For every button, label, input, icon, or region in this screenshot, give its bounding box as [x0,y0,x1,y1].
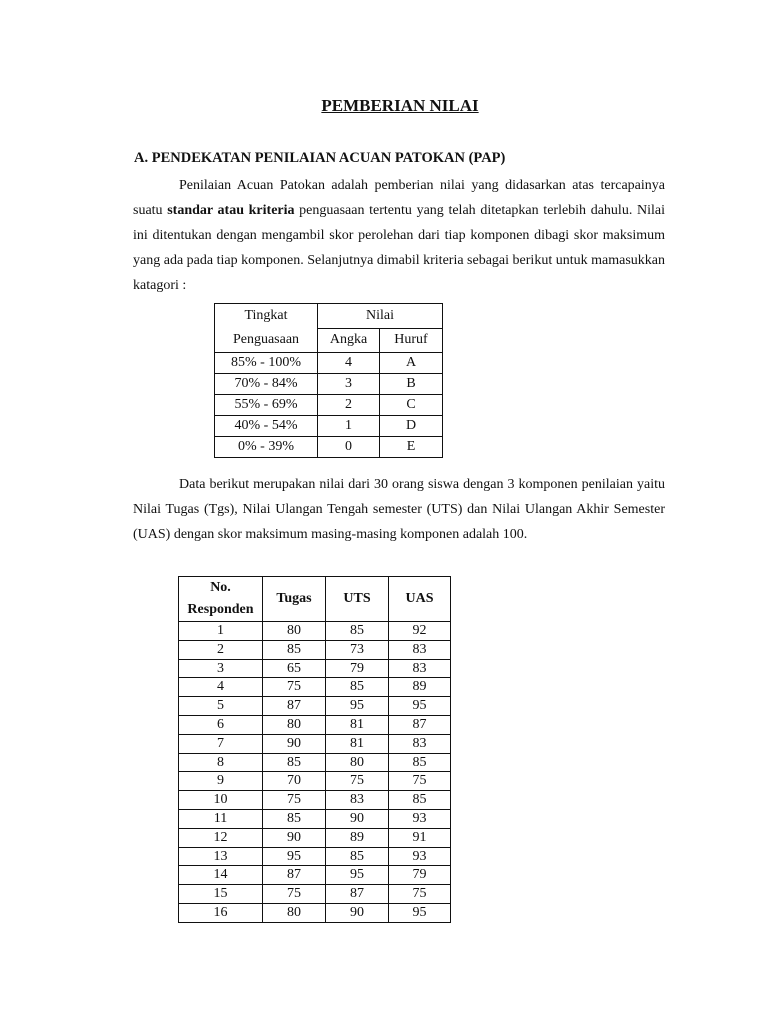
responden-no-cell: 5 [179,697,263,716]
tugas-cell: 75 [263,678,326,697]
responden-no-cell: 6 [179,715,263,734]
grade-huruf-cell: D [380,416,443,437]
tugas-cell: 65 [263,659,326,678]
responden-no-cell: 4 [179,678,263,697]
responden-no-cell: 13 [179,847,263,866]
score-row [179,753,451,772]
grade-criteria-table [214,303,443,458]
score-row [179,734,451,753]
tugas-cell: 80 [263,622,326,641]
grade-angka-cell: 3 [318,374,380,395]
score-row [179,828,451,847]
uas-cell: 75 [389,885,451,904]
uts-cell: 87 [326,885,389,904]
paragraph-text-before: Penilaian Acuan Patokan adalah pemberian nilai yang didasarkan atas tercapainya suatu [133,178,665,218]
grade-range-cell: 70% - 84% [215,374,318,395]
score-row [179,847,451,866]
tugas-cell: 87 [263,866,326,885]
grade-huruf-cell: E [380,437,443,458]
score-row [179,772,451,791]
uas-cell: 83 [389,659,451,678]
paragraph-pap-definition [133,173,665,298]
uts-cell: 80 [326,753,389,772]
grade-header-row-1 [215,304,443,329]
tugas-cell: 80 [263,903,326,922]
uas-cell: 95 [389,903,451,922]
uas-cell: 93 [389,847,451,866]
header-responden: Responden [187,602,254,617]
uts-cell: 85 [326,847,389,866]
paragraph-text: Data berikut merupakan nilai dari 30 orang siswa dengan 3 komponen penilaian yaitu Nilai Tugas (Tgs), Nilai Ulangan Tengah semester (UTS) dan Nilai Ulangan Akhir Semester (UAS) dengan skor maksimum masing-masing komponen adalah 100. [133,477,665,542]
responden-no-cell: 1 [179,622,263,641]
grade-huruf-cell: B [380,374,443,395]
uts-cell: 85 [326,622,389,641]
responden-no-cell: 11 [179,809,263,828]
score-header-row [179,577,451,622]
grade-huruf-cell: C [380,395,443,416]
grade-range-cell: 85% - 100% [215,353,318,374]
score-row [179,866,451,885]
score-row [179,678,451,697]
grade-angka-cell: 1 [318,416,380,437]
tugas-cell: 95 [263,847,326,866]
responden-no-cell: 15 [179,885,263,904]
uts-cell: 83 [326,791,389,810]
paragraph-data-description [133,472,665,547]
score-row [179,715,451,734]
uas-cell: 75 [389,772,451,791]
responden-no-cell: 3 [179,659,263,678]
uas-cell: 83 [389,640,451,659]
score-row [179,791,451,810]
tugas-cell: 70 [263,772,326,791]
uts-cell: 73 [326,640,389,659]
grade-huruf-cell: A [380,353,443,374]
header-uas: UAS [389,577,451,622]
responden-no-cell: 8 [179,753,263,772]
page-title: PEMBERIAN NILAI [321,96,479,115]
uts-cell: 90 [326,809,389,828]
tugas-cell: 90 [263,734,326,753]
responden-no-cell: 12 [179,828,263,847]
tugas-cell: 75 [263,791,326,810]
grade-range-cell: 0% - 39% [215,437,318,458]
header-tugas: Tugas [263,577,326,622]
score-row [179,622,451,641]
responden-no-cell: 10 [179,791,263,810]
score-row [179,809,451,828]
uas-cell: 85 [389,753,451,772]
grade-range-cell: 40% - 54% [215,416,318,437]
uts-cell: 95 [326,697,389,716]
uas-cell: 95 [389,697,451,716]
section-heading: A. PENDEKATAN PENILAIAN ACUAN PATOKAN (PAP) [134,150,506,166]
header-angka: Angka [318,328,380,353]
tugas-cell: 87 [263,697,326,716]
uts-cell: 79 [326,659,389,678]
responden-no-cell: 14 [179,866,263,885]
grade-range-cell: 55% - 69% [215,395,318,416]
grade-row [215,374,443,395]
grade-row [215,416,443,437]
uas-cell: 93 [389,809,451,828]
responden-no-cell: 16 [179,903,263,922]
score-row [179,885,451,904]
responden-no-cell: 2 [179,640,263,659]
responden-no-cell: 9 [179,772,263,791]
tugas-cell: 85 [263,753,326,772]
uts-cell: 95 [326,866,389,885]
responden-no-cell: 7 [179,734,263,753]
header-huruf: Huruf [380,328,443,353]
uts-cell: 85 [326,678,389,697]
score-row [179,640,451,659]
uts-cell: 81 [326,734,389,753]
uts-cell: 89 [326,828,389,847]
uas-cell: 85 [389,791,451,810]
header-no: No. [210,580,231,595]
grade-angka-cell: 2 [318,395,380,416]
uts-cell: 90 [326,903,389,922]
uts-cell: 75 [326,772,389,791]
score-row [179,659,451,678]
uas-cell: 89 [389,678,451,697]
grade-row [215,395,443,416]
header-uts: UTS [326,577,389,622]
header-penguasaan: Penguasaan [232,332,300,347]
header-tingkat-penguasaan [215,304,318,353]
uts-cell: 81 [326,715,389,734]
header-nilai: Nilai [318,304,443,329]
grade-angka-cell: 4 [318,353,380,374]
uas-cell: 91 [389,828,451,847]
score-row [179,903,451,922]
student-score-table [178,576,451,923]
paragraph-text-after: penguasaan tertentu yang telah ditetapkan terlebih dahulu. Nilai ini ditentukan dengan mengambil skor perolehan dari tiap komponen dibagi skor maksimum yang ada pada tiap komponen. Selanjutnya dimabil kriteria sebagai berikut untuk mamasukkan katagori : [133,203,665,293]
grade-row [215,353,443,374]
paragraph-bold-text: standar atau kriteria [167,203,295,218]
tugas-cell: 90 [263,828,326,847]
score-row [179,697,451,716]
uas-cell: 87 [389,715,451,734]
grade-angka-cell: 0 [318,437,380,458]
tugas-cell: 85 [263,640,326,659]
tugas-cell: 75 [263,885,326,904]
uas-cell: 79 [389,866,451,885]
tugas-cell: 85 [263,809,326,828]
header-no-responden [179,577,263,622]
tugas-cell: 80 [263,715,326,734]
uas-cell: 83 [389,734,451,753]
header-tingkat: Tingkat [244,308,288,323]
grade-row [215,437,443,458]
uas-cell: 92 [389,622,451,641]
